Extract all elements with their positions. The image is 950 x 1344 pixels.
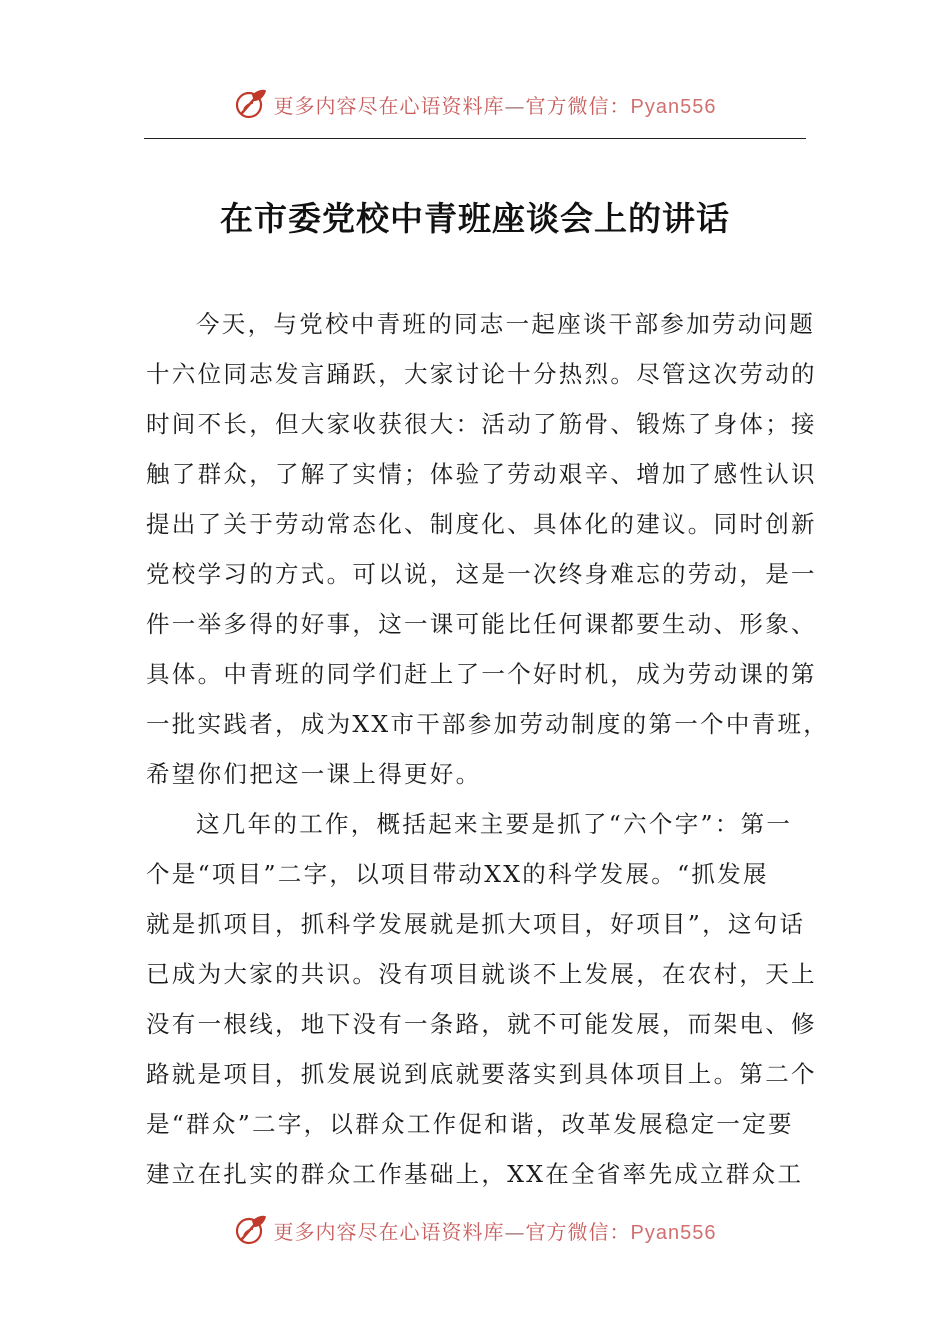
quill-logo-icon: [234, 1213, 268, 1247]
body-line: 路就是项目，抓发展说到底就要落实到具体项目上。第二个: [146, 1060, 817, 1088]
body-line: 党校学习的方式。可以说，这是一次终身难忘的劳动，是一: [146, 560, 817, 588]
body-line: 建立在扎实的群众工作基础上，XX在全省率先成立群众工: [146, 1160, 804, 1188]
body-line: 这几年的工作，概括起来主要是抓了“六个字”：第一: [196, 810, 793, 838]
header-banner: [0, 82, 950, 126]
body-line: 触了群众，了解了实情；体验了劳动艰辛、增加了感性认识: [146, 460, 817, 488]
quill-logo-icon: [234, 87, 268, 121]
header-banner-label: 官方微信：: [525, 93, 631, 118]
body-line: 十六位同志发言踊跃，大家讨论十分热烈。尽管这次劳动的: [146, 360, 817, 388]
document-title: 在市委党校中青班座谈会上的讲话: [220, 199, 730, 238]
body-line: 是“群众”二字，以群众工作促和谐，改革发展稳定一定要: [146, 1110, 794, 1138]
document-body: [146, 299, 830, 1199]
body-line: 个是“项目”二字，以项目带动XX的科学发展。“抓发展: [146, 860, 769, 888]
header-banner-main: 更多内容尽在心语资料库: [273, 93, 505, 118]
header-banner-separator: —: [504, 93, 526, 118]
body-line: 希望你们把这一课上得更好。: [146, 760, 482, 788]
footer-banner-text: [274, 1216, 717, 1245]
footer-banner: [0, 1208, 950, 1252]
body-line: 时间不长，但大家收获很大：活动了筋骨、锻炼了身体；接: [146, 410, 817, 438]
body-line: 具体。中青班的同学们赶上了一个好时机，成为劳动课的第: [146, 660, 817, 688]
footer-banner-wechat: Pyan556: [630, 1221, 717, 1244]
body-line: 没有一根线，地下没有一条路，就不可能发展，而架电、修: [146, 1010, 817, 1038]
body-line: 今天，与党校中青班的同志一起座谈干部参加劳动问题: [196, 310, 816, 338]
footer-banner-label: 官方微信：: [525, 1219, 631, 1244]
header-banner-text: [274, 90, 717, 119]
header-banner-wechat: Pyan556: [630, 95, 717, 118]
body-line: 提出了关于劳动常态化、制度化、具体化的建议。同时创新: [146, 510, 817, 538]
body-line: 件一举多得的好事，这一课可能比任何课都要生动、形象、: [146, 610, 817, 638]
body-line: 就是抓项目，抓科学发展就是抓大项目，好项目”，这句话: [146, 910, 806, 938]
footer-banner-main: 更多内容尽在心语资料库: [273, 1219, 505, 1244]
body-line: 一批实践者，成为XX市干部参加劳动制度的第一个中青班，: [146, 710, 830, 738]
header-divider: [144, 138, 806, 139]
footer-banner-separator: —: [504, 1219, 526, 1244]
body-line: 已成为大家的共识。没有项目就谈不上发展，在农村，天上: [146, 960, 817, 988]
